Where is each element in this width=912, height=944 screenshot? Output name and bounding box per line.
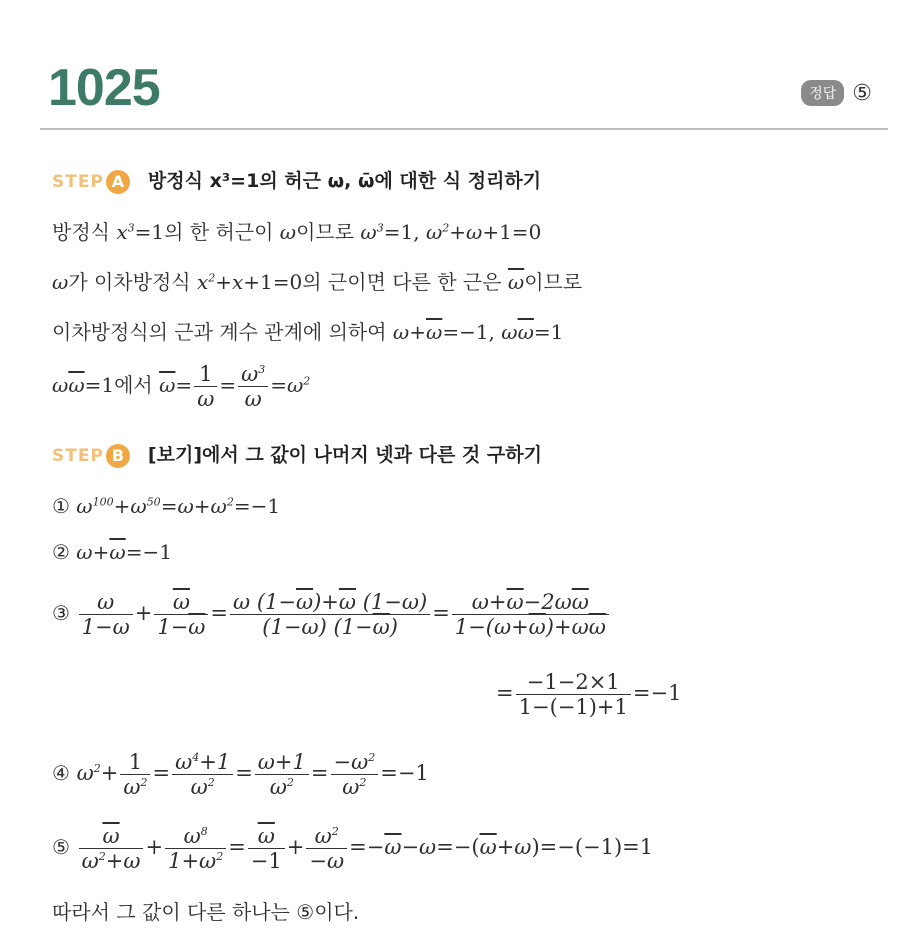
math: $\omega^2$ [286, 373, 311, 397]
math: ω [279, 220, 297, 244]
math: =1 [134, 220, 165, 244]
step-a-line-4 [52, 362, 310, 411]
math: $\omega^2+\omega$ [425, 220, 483, 244]
step-b-title: [보기]에서 그 값이 나머지 넷과 다른 것 구하기 [147, 444, 542, 466]
item-1 [52, 494, 280, 518]
answer-box [801, 80, 872, 106]
math: $\overline{\omega}$ [159, 373, 176, 397]
math: $\omega+\overline{\omega}$ [76, 540, 126, 564]
step-a-line-3 [52, 316, 563, 345]
problem-number: 1025 [48, 59, 160, 117]
item-5: ⑤ $\frac{\overline{\omega}}{\omega^2+\omega}$ + $\frac{\omega^8}{1+\omega^2}$ = $\frac{\overline{\omega}}{-1}$ + $\frac{\omega^2}{-\omega}$ $=-\overline{\omega}-\omega=-(\overline{\omega}+\omega)=-(-1)=1$ [52, 824, 654, 873]
text: 에서 [114, 373, 160, 397]
step-b-header [52, 440, 542, 468]
answer-value: ⑤ [852, 80, 872, 106]
math: = [219, 373, 237, 397]
item-2 [52, 540, 172, 564]
math: =−1 [125, 540, 172, 564]
step-a-line-2 [52, 266, 582, 295]
item-4: ④ $\omega^2+$ $\frac{1}{\omega^2}$ = $\frac{\omega^4+1}{\omega^2}$ = $\frac{\omega+1}{\omega^2}$ = $\frac{-\omega^2}{\omega^2}$ =−1 [52, 750, 429, 799]
item-1-marker: ① [52, 494, 70, 518]
math: = [175, 373, 193, 397]
math: $\omega^2$ [76, 761, 101, 785]
math: $\omega\overline{\omega}$ [52, 373, 85, 397]
text: 이차방정식의 근과 계수 관계에 의하여 [52, 320, 393, 344]
step-a-label: STEP [52, 172, 104, 192]
step-a-title: 방정식 x³=1의 허근 ω, ω̄에 대한 식 정리하기 [147, 170, 542, 192]
fraction: $\frac{\overline{\omega}}{\omega^2+\omega}$ [79, 824, 144, 873]
item-4-marker: ④ [52, 761, 70, 785]
fraction: $\frac{\omega^3}{\omega}$ [238, 362, 268, 411]
text: 이므로 [524, 270, 583, 294]
fraction: $\frac{\omega^4+1}{\omega^2}$ [172, 750, 233, 799]
fraction: $\frac{\omega}{1-\omega}$ [79, 590, 133, 639]
step-a-header [52, 166, 541, 194]
step-b-letter: B [106, 444, 130, 468]
item-2-marker: ② [52, 540, 70, 564]
math: $x^2+x$ [196, 270, 244, 294]
fraction: $\frac{-\omega^2}{\omega^2}$ [331, 750, 379, 799]
fraction: $\frac{\overline{\omega}}{-1}$ [248, 824, 285, 873]
math: ω [52, 270, 69, 294]
step-a-letter: A [106, 170, 130, 194]
math: +1=0 [243, 270, 303, 294]
math: =−1 [233, 494, 281, 518]
fraction: $\frac{\overline{\omega}}{1-\overline{\omega}}$ [154, 590, 208, 639]
math: $\omega^{100}+\omega^{50}=\omega+\omega^2$ [76, 494, 234, 518]
fraction: $\frac{\omega+1}{\omega^2}$ [255, 750, 309, 799]
fraction: $\frac{1}{\omega^2}$ [120, 750, 150, 799]
answer-badge: 정답 [801, 80, 844, 106]
text: 가 이차방정식 [68, 270, 197, 294]
fraction: $\frac{\omega^2}{-\omega}$ [306, 824, 347, 873]
math: $\omega\overline{\omega}$ [501, 320, 534, 344]
fraction: $\frac{\omega^8}{1+\omega^2}$ [165, 824, 226, 873]
fraction: $\frac{\omega+\overline{\omega}-2\omega\overline{\omega}}{1-(\omega+\overline{\omega})+\omega\overline{\omega}}$ [452, 590, 609, 639]
text: 의 한 허근이 [164, 220, 280, 244]
header-divider [40, 128, 888, 130]
math: $\omega^3$ [360, 220, 384, 244]
item-3: ③ $\frac{\omega}{1-\omega}$ + $\frac{\overline{\omega}}{1-\overline{\omega}}$ = $\frac{\omega (1-\overline{\omega})+\overline{\omega} (1-\omega)}{(1-\omega) (1-\overline{\omega})}$ = $\frac{\omega+\overline{\omega}-2\omega\overline{\omega}}{1-(\omega+\overline{\omega})+\omega\overline{\omega}}$ [52, 590, 611, 639]
item-5-marker: ⑤ [52, 835, 70, 859]
step-a-line-1 [52, 216, 541, 245]
math: +1=0 [482, 220, 542, 244]
item-3-marker: ③ [52, 601, 70, 625]
text: 의 근이면 다른 한 근은 [302, 270, 508, 294]
text: 이므로 [296, 220, 361, 244]
math: =1 [533, 320, 564, 344]
step-b-label: STEP [52, 446, 104, 466]
math: $x^3$ [116, 220, 135, 244]
math: = [270, 373, 287, 397]
fraction: $\frac{1}{\omega}$ [194, 362, 217, 411]
math: =−1, [442, 320, 502, 344]
text: 방정식 [52, 220, 117, 244]
fraction: $\frac{-1-2\times 1}{1-(-1)+1}$ [516, 670, 631, 719]
conclusion: 따라서 그 값이 다른 하나는 ⑤이다. [52, 900, 360, 924]
math: $\omega+\overline{\omega}$ [392, 320, 443, 344]
fraction: $\frac{\omega (1-\overline{\omega})+\overline{\omega} (1-\omega)}{(1-\omega) (1-\overline{\omega})}$ [230, 590, 430, 639]
math: =1, [383, 220, 426, 244]
math: $\overline{\omega}$ [507, 270, 525, 294]
item-3-continued: = $\frac{-1-2\times 1}{1-(-1)+1}$ =−1 [496, 670, 682, 719]
math: =1 [84, 373, 115, 397]
